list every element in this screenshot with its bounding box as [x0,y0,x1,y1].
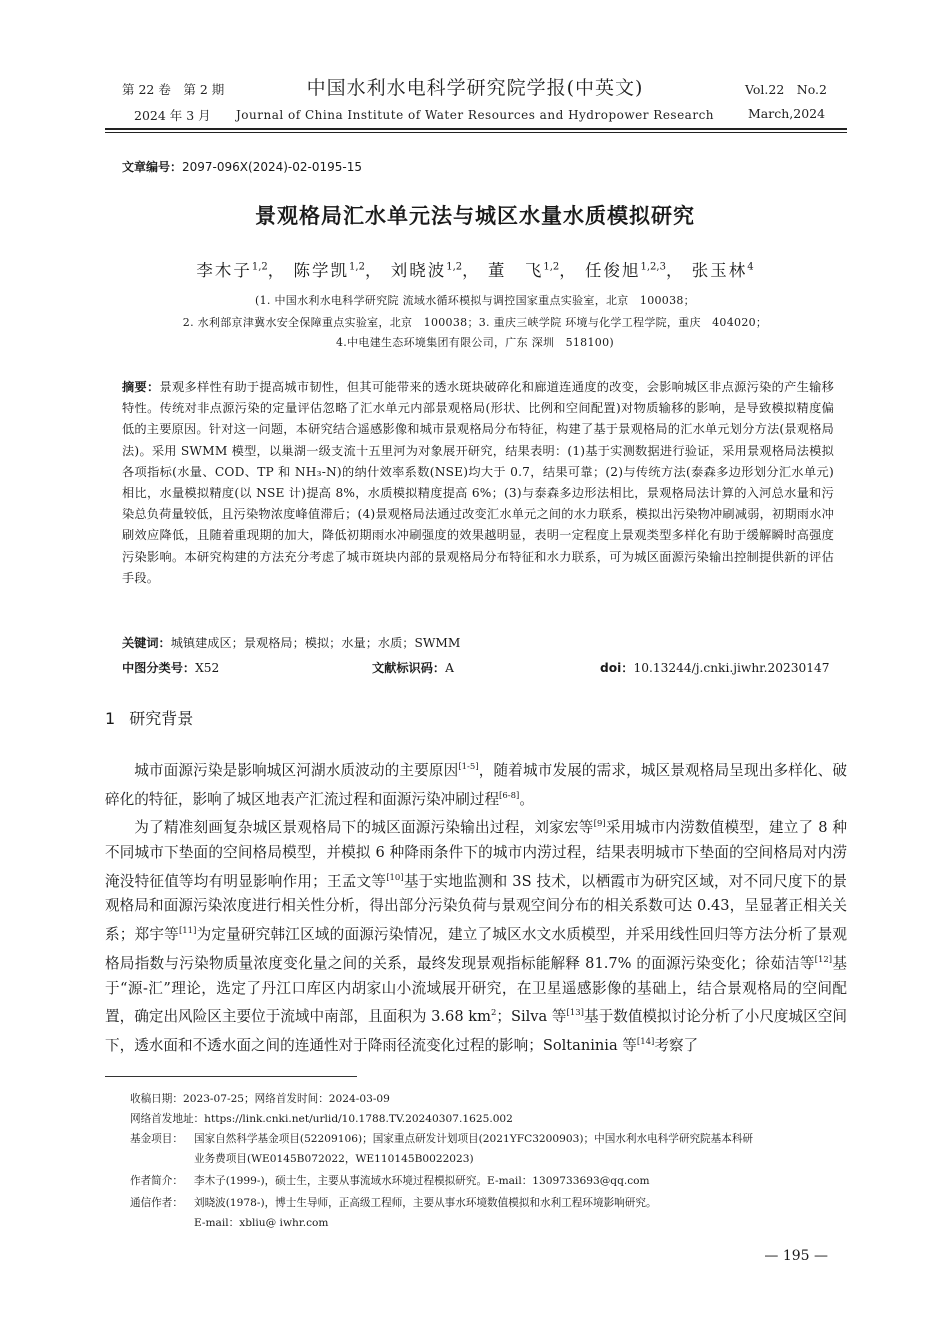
text-run: ；Silva 等 [496,1008,567,1026]
section-number: 1 [105,709,116,728]
author-name: 任俊旭 [585,261,641,280]
keywords-text: 城镇建成区；景观格局；模拟；水量；水质；SWMM [170,636,461,650]
footnote-author-label: 作者简介： [130,1175,183,1187]
paper-title: 景观格局汇水单元法与城区水量水质模拟研究 [255,204,695,228]
affiliation-line: 4.中电建生态环境集团有限公司，广东 深圳 518100) [336,336,614,349]
keywords-label: 关键词： [122,636,171,650]
clc-code [122,659,219,676]
header-date-cn: 2024 年 3 月 [134,108,211,123]
article-number-label: 文章编号： [122,160,183,174]
footnote-fund-label: 基金项目： [130,1133,183,1145]
clc-value: X52 [195,661,220,675]
citation[interactable]: [14] [636,1036,655,1047]
citation[interactable]: [9] [593,819,606,830]
citation[interactable]: [1-5] [458,762,479,772]
author-name: 刘晓波 [390,261,447,280]
author-affiliation: 1,2 [543,261,560,273]
header-date-en: March,2024 [748,106,826,121]
text-run: 基于“源-汇”理论，选定了丹江口库区内胡家山小流域展开研究，在卫星遥感影像的基础上，结合景观格局的空间配置，确定出风险区主要位于流域中南部，且面积为 3.68 km [105,954,847,1026]
footnote-author-bio: 李木子(1999-)，硕士生，主要从事流域水环境过程模拟研究。E-mail：1309733693@qq.com [194,1175,650,1187]
paragraph [105,812,847,1058]
doi-value[interactable]: 10.13244/j.cnki.jiwhr.20230147 [633,661,830,675]
text-run: 采用城市内涝数值模型，建立了 8 种不同城市下垫面的空间格局模型，并模拟 6 种降雨条件下的城市内涝过程，结果表明城市下垫面的空间格局对内涝淹没特征值等均有明显影响作用；王孟文等 [105,819,847,890]
footnote-corresponding-bio: 刘晓波(1978-)，博士生导师，正高级工程师，主要从事水环境数值模拟和水利工程环境影响研究。 [194,1197,657,1209]
text-run: 基于数值模拟讨论分析了小尺度城区空间下，透水面和不透水面之间的连通性对于降雨径流变化过程的影响；Soltaninia 等 [105,1008,847,1054]
citation[interactable]: [13] [566,1008,584,1019]
abstract-text: 景观多样性有助于提高城市韧性，但其可能带来的透水斑块破碎化和廊道连通度的改变，会影响城区非点源污染的产生输移特性。传统对非点源污染的定量评估忽略了汇水单元内部景观格局(形状、比例和空间配置)对物质输移的影响，是导致模拟精度偏低的主要原因。针对这一问题，本研究结合遥感影像和城市景观格局分布特征，构建了基于景观格局的汇水单元划分方法(景观格局法)。采用 SWMM 模型，以巢湖一级支流十五里河为对象展开研究，结果表明：(1)基于实测数据进行验证，采用景观格局法模拟各项指标(水量、COD、TP 和 NH₃-N)的纳什效率系数(NSE)均大于 0.7，结果可靠；(2)与传统方法(泰森多边形划分汇水单元)相比，水量模拟精度(以 NSE 计)提高 8%，水质模拟精度提高 6%；(3)与泰森多边形法相比，景观格局法计算的入河总水量和污染总负荷量较低，且污染物浓度峰值滞后；(4)景观格局法通过改变汇水单元之间的水力联系，模拟出污染物冲刷减弱，初期雨水冲刷效应降低，且随着重现期的加大，降低初期雨水冲刷强度的效果越明显，表明一定程度上景观类型多样化有助于缓解瞬时高强度污染影响。本研究构建的方法充分考虑了城市斑块内部的景观格局分布特征和水力联系，可为城区面源污染输出控制提供新的评估手段。 [122,380,834,585]
citation[interactable]: [12] [814,954,833,965]
footnote-online-address[interactable]: 网络首发地址：https://link.cnki.net/urlid/10.1788.TV.20240307.1625.002 [130,1113,513,1125]
document-code-value: A [445,661,454,675]
footnote-fund-line: 国家自然科学基金项目(52209106)；国家重点研发计划项目(2021YFC3200903)；中国水利水电科学研究院基本科研 [194,1133,754,1145]
affiliation-line: 2. 水利部京津冀水安全保障重点实验室，北京 100038；3. 重庆三峡学院 环境与化学工程学院，重庆 404020； [182,316,768,329]
author-affiliation: 4 [747,261,754,273]
author-name: 李木子 [196,261,252,280]
footnote-received: 收稿日期：2023-07-25；网络首发时间：2024-03-09 [130,1093,390,1105]
section-heading [105,706,193,729]
author-list: 李木子$^{1,2}$， 陈学凯$^{1,2}$， 刘晓波$^{1,2}$， 董 飞$^{1,2}$， 任俊旭$^{1,2,3}$， 张玉林$^4$ [196,261,754,280]
document-code [372,659,454,676]
page-number: — 195 — [764,1248,828,1264]
header-journal-cn: 中国水利水电科学研究院学报(中英文) [306,77,644,99]
footnote-corresponding-email[interactable]: E-mail：xbliu@ iwhr.com [194,1217,329,1229]
text-run: ，随着城市发展的需求，城区景观格局呈现出多样化、破碎化的特征，影响了城区地表产汇流过程和面源污染冲刷过程 [105,761,847,808]
abstract [122,377,834,589]
text-run: 城市面源污染是影响城区河湖水质波动的主要原因 [134,761,459,779]
body-text [105,755,847,1059]
author-affiliation: 1,2 [446,261,463,273]
footnote-fund-line: 业务费项目(WE0145B072022，WE110145B0022023) [194,1153,474,1165]
header-volume: 第 22 卷 第 2 期 [122,82,225,97]
paragraph [105,755,847,812]
header-volume-en: Vol.22 No.2 [745,82,827,97]
abstract-label: 摘要： [122,380,160,394]
text-run: 为定量研究韩江区域的面源污染情况，建立了城区水文水质模型，并采用线性回归等方法分析了景观格局指数与污染物质量浓度变化量之间的关系，最终发现景观指标能解释 81.7% 的面源污染变化；徐茹洁等 [105,926,847,972]
text-run: 为了精准刻画复杂城区景观格局下的城区面源污染输出过程，刘家宏等 [134,819,594,837]
citation[interactable]: [11] [178,926,197,937]
author-affiliation: 1,2 [349,261,365,273]
citation[interactable]: [10] [386,872,404,883]
affiliation-line: (1. 中国水利水电科学研究院 流域水循环模拟与调控国家重点实验室，北京 100038； [255,294,695,307]
footnote-corresponding-label: 通信作者： [130,1197,183,1209]
text-run: 。 [519,790,534,808]
text-run: 考察了 [654,1036,699,1054]
document-code-label: 文献标识码： [372,661,446,675]
clc-label: 中图分类号： [122,661,196,675]
footnote-rule [105,1076,357,1077]
citation[interactable]: [6-8] [499,790,520,801]
doi [600,659,830,676]
author-name: 董 飞 [487,261,544,280]
header-journal-en: Journal of China Institute of Water Resources and Hydropower Research [235,108,715,122]
section-title: 研究背景 [129,709,194,728]
author-name: 陈学凯 [293,261,350,280]
header-rule-thick [105,128,847,130]
author-affiliation: 1,2,3 [640,261,666,273]
unit-superscript: 2 [490,1008,497,1019]
header-rule-thin [105,132,847,133]
doi-label: doi： [600,661,634,675]
author-name: 张玉林 [691,261,748,280]
text-run: 基于实地监测和 3S 技术，以栖霞市为研究区域，对不同尺度下的景观格局和面源污染浓度进行相关性分析，得出部分污染负荷与景观空间分布的相关系数可达 0.43，呈显著正相关关系；郑宇等 [105,872,847,944]
article-number [122,158,362,175]
author-affiliation: 1,2 [251,261,268,273]
keywords [122,634,460,651]
article-number-value: 2097-096X(2024)-02-0195-15 [182,160,362,174]
